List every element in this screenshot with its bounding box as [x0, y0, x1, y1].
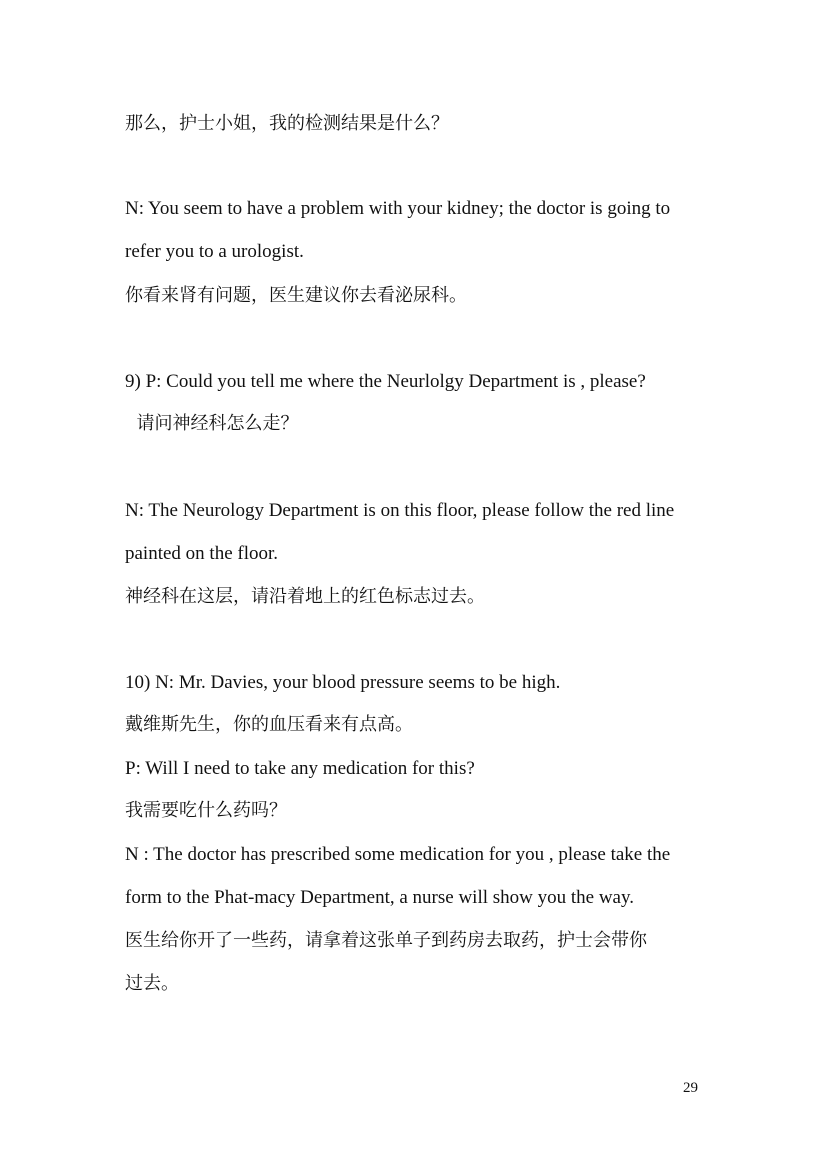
chinese-prescription-line-2: 过去。	[125, 973, 179, 994]
chinese-neurology-question: 请问神经科怎么走？	[125, 413, 299, 434]
chinese-question-test-results: 那么，护士小姐，我的检测结果是什么？	[125, 113, 449, 134]
nurse-neurology-line-2: painted on the floor.	[125, 543, 279, 564]
chinese-prescription-line-1: 医生给你开了一些药，请拿着这张单子到药房去取药，护士会带你	[125, 930, 647, 951]
nurse-prescription-line-2: form to the Phat-macy Department, a nurse will show you the way.	[125, 887, 635, 908]
nurse-neurology-line-1: N: The Neurology Department is on this floor, please follow the red line	[125, 500, 675, 521]
chinese-blood-pressure: 戴维斯先生，你的血压看来有点高。	[125, 714, 413, 735]
page-number: 29	[683, 1080, 698, 1096]
nurse-kidney-line-1: N: You seem to have a problem with your kidney; the doctor is going to	[125, 198, 671, 219]
chinese-neurology-answer: 神经科在这层，请沿着地上的红色标志过去。	[125, 586, 485, 607]
nurse-blood-pressure: 10) N: Mr. Davies, your blood pressure seems to be high.	[125, 672, 561, 693]
patient-medication-question: P: Will I need to take any medication for this?	[125, 758, 475, 779]
nurse-prescription-line-1: N : The doctor has prescribed some medication for you , please take the	[125, 844, 671, 865]
nurse-kidney-line-2: refer you to a urologist.	[125, 241, 304, 262]
patient-neurology-question: 9) P: Could you tell me where the Neurlolgy Department is , please?	[125, 371, 646, 392]
chinese-medication-question: 我需要吃什么药吗？	[125, 800, 287, 821]
chinese-kidney-translation: 你看来肾有问题，医生建议你去看泌尿科。	[125, 285, 467, 306]
